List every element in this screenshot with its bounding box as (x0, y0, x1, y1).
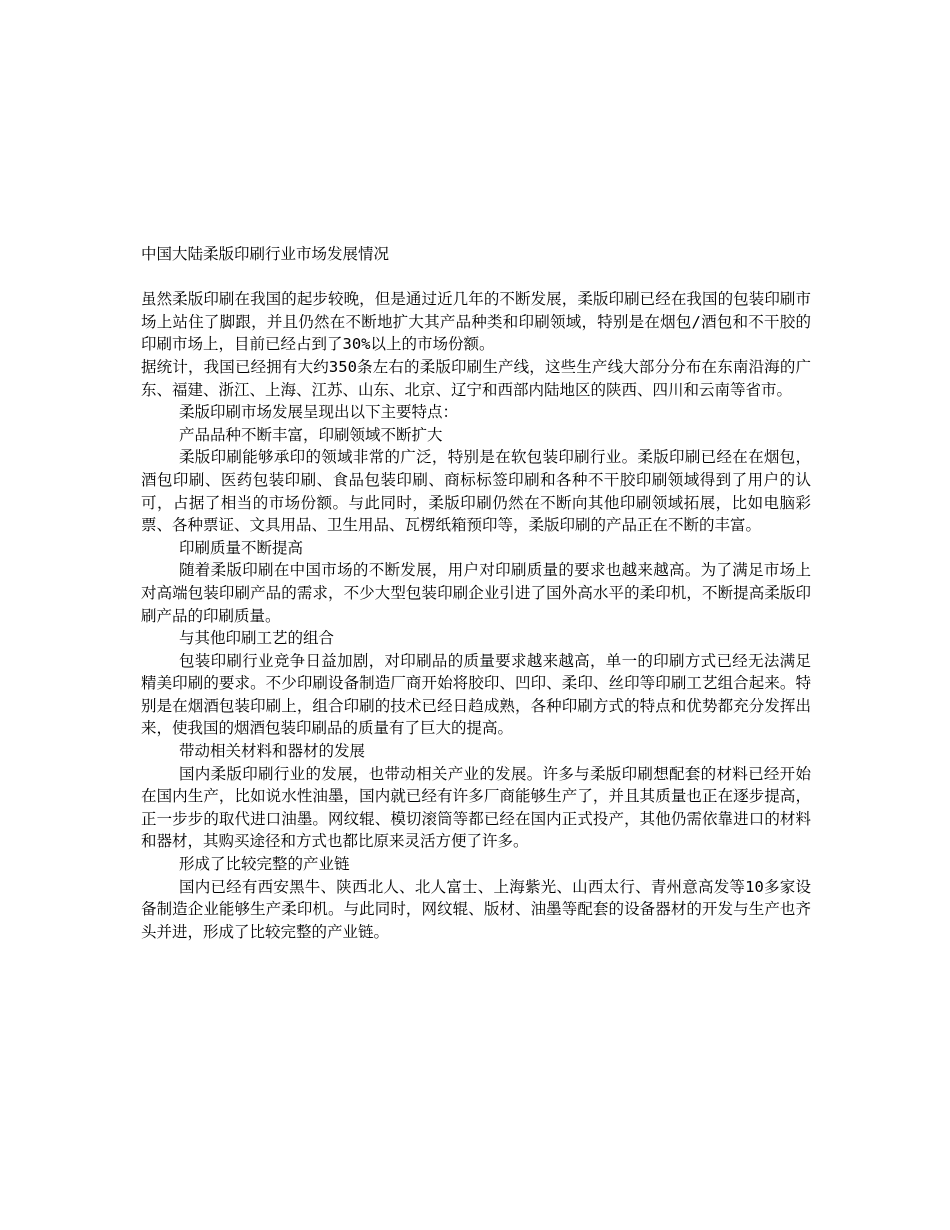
document-body (141, 288, 811, 943)
paragraph: 随着柔版印刷在中国市场的不断发展，用户对印刷质量的要求也越来越高。为了满足市场上对高端包装印刷产品的需求，不少大型包装印刷企业引进了国外高水平的柔印机，不断提高柔版印刷产品的印刷质量。 (141, 561, 811, 625)
paragraph: 据统计，我国已经拥有大约350条左右的柔版印刷生产线，这些生产线大部分分布在东南沿海的广东、福建、浙江、上海、江苏、山东、北京、辽宁和西部内陆地区的陕西、四川和云南等省市。 (141, 357, 811, 399)
section-heading: 产品品种不断丰富，印刷领域不断扩大 (179, 425, 443, 444)
paragraph: 柔版印刷市场发展呈现出以下主要特点： (179, 403, 459, 422)
document-page (141, 243, 811, 943)
section-heading: 与其他印刷工艺的组合 (179, 629, 335, 648)
section-heading: 形成了比较完整的产业链 (179, 855, 350, 874)
paragraph: 柔版印刷能够承印的领域非常的广泛，特别是在软包装印刷行业。柔版印刷已经在在烟包，酒包印刷、医药包装印刷、食品包装印刷、商标标签印刷和各种不干胶印刷领域得到了用户的认可，占据了相当的市场份额。与此同时，柔版印刷仍然在不断向其他印刷领域拓展，比如电脑彩票、各种票证、文具用品、卫生用品、瓦楞纸箱预印等，柔版印刷的产品正在不断的丰富。 (141, 448, 811, 535)
section-heading: 带动相关材料和器材的发展 (179, 742, 366, 761)
paragraph: 包装印刷行业竞争日益加剧，对印刷品的质量要求越来越高，单一的印刷方式已经无法满足精美印刷的要求。不少印刷设备制造厂商开始将胶印、凹印、柔印、丝印等印刷工艺组合起来。特别是在烟酒包装印刷上，组合印刷的技术已经日趋成熟，各种印刷方式的特点和优势都充分发挥出来，使我国的烟酒包装印刷品的质量有了巨大的提高。 (141, 651, 811, 738)
section-heading: 印刷质量不断提高 (179, 538, 304, 557)
paragraph: 虽然柔版印刷在我国的起步较晚，但是通过近几年的不断发展，柔版印刷已经在我国的包装印刷市场上站住了脚跟，并且仍然在不断地扩大其产品种类和印刷领域，特别是在烟包/酒包和不干胶的印刷市场上，目前已经占到了30%以上的市场份额。 (141, 290, 811, 354)
paragraph: 国内柔版印刷行业的发展，也带动相关产业的发展。许多与柔版印刷想配套的材料已经开始在国内生产，比如说水性油墨，国内就已经有许多厂商能够生产了，并且其质量也正在逐步提高，正一步步的取代进口油墨。网纹辊、模切滚筒等都已经在国内正式投产，其他仍需依靠进口的材料和器材，其购买途径和方式也都比原来灵活方便了许多。 (141, 764, 811, 851)
document-title: 中国大陆柔版印刷行业市场发展情况 (141, 245, 390, 263)
paragraph: 国内已经有西安黑牛、陕西北人、北人富士、上海紫光、山西太行、青州意高发等10多家设备制造企业能够生产柔印机。与此同时，网纹辊、版材、油墨等配套的设备器材的开发与生产也齐头并进，形成了比较完整的产业链。 (141, 877, 811, 941)
